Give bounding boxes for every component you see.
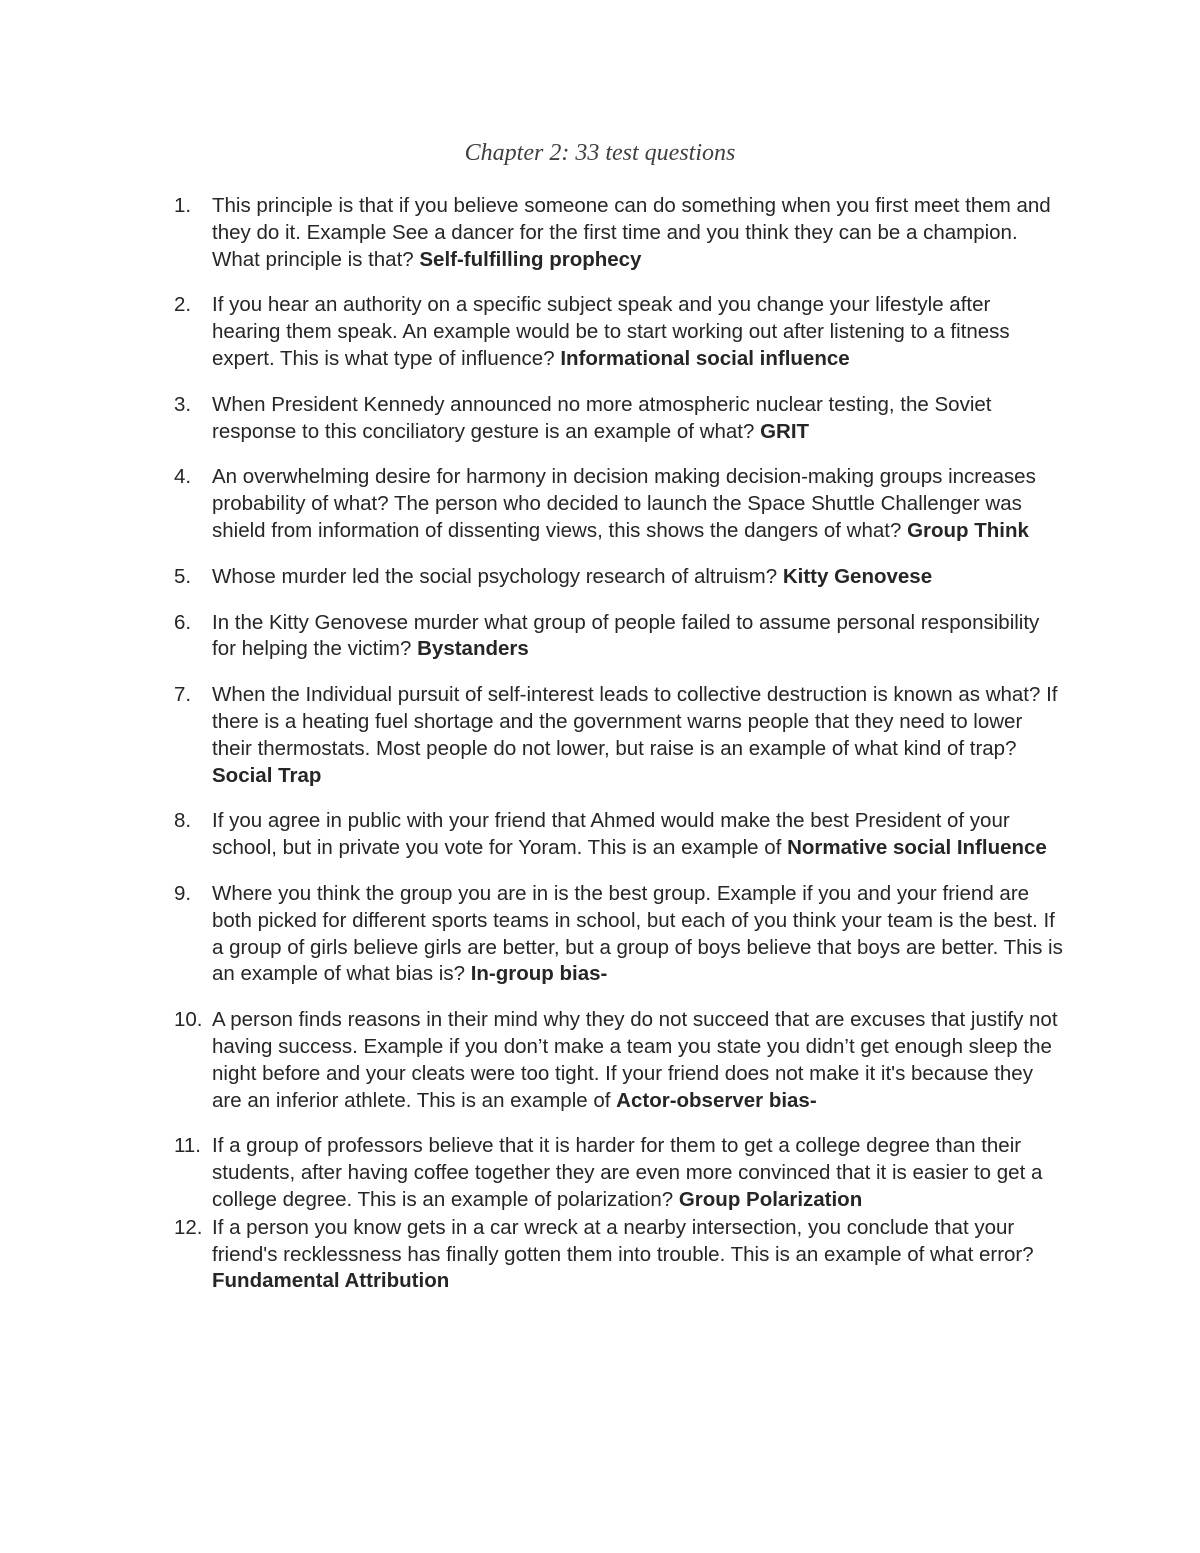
question-answer: In-group bias- (470, 962, 608, 986)
question-item (174, 292, 1064, 372)
document-title: Chapter 2: 33 test questions (464, 140, 736, 166)
question-number: 6. (174, 610, 192, 634)
question-text: Whose murder led the social psychology research of altruism? (212, 564, 783, 588)
question-number: 5. (174, 564, 192, 588)
question-number: 10. (174, 1008, 203, 1032)
question-answer: Kitty Genovese (782, 564, 933, 588)
question-number: 1. (174, 194, 192, 217)
question-text: If you agree in public with your friend that Ahmed would make the best President of your school, but in private you vote for Yoram. This is an example of (212, 809, 1010, 860)
question-text: If you hear an authority on a specific subject speak and you change your lifestyle after hearing them speak. An example would be to start working out after listening to a fitness expert. This is what type of influence? (212, 293, 1010, 370)
question-item (174, 610, 1064, 664)
question-number: 7. (174, 683, 192, 707)
question-number: 2. (174, 293, 192, 317)
question-item (174, 1215, 1064, 1295)
question-text: If a group of professors believe that it is harder for them to get a college degree than their students, after having coffee together they are even more convinced that it is easier to get a college degree. This is an example of polarization? (212, 1134, 1043, 1211)
question-item (174, 1133, 1064, 1213)
question-answer: Bystanders (417, 637, 529, 661)
question-item (174, 464, 1064, 544)
question-answer: Actor-observer bias- (616, 1088, 817, 1112)
question-item (174, 564, 1064, 591)
question-text: When President Kennedy announced no more atmospheric nuclear testing, the Soviet response to this conciliatory gesture is an example of what? (212, 392, 992, 443)
question-text: When the Individual pursuit of self-interest leads to collective destruction is known as what? If there is a heating fuel shortage and the government warns people that they need to lower their thermostats. Most people do not lower, but raise is an example of what kind of trap? (212, 683, 1058, 760)
question-item (174, 193, 1064, 273)
question-number: 11. (174, 1134, 201, 1158)
question-number: 3. (174, 392, 192, 416)
question-answer: Fundamental Attribution (212, 1269, 450, 1293)
question-item (174, 682, 1064, 789)
question-answer: Normative social Influence (787, 836, 1047, 860)
question-text: This principle is that if you believe someone can do something when you first meet them and they do it. Example See a dancer for the first time and you think they can be a champion. What principle is that? (212, 194, 1051, 271)
question-answer: Group Polarization (678, 1187, 863, 1211)
question-number: 4. (174, 465, 192, 489)
question-text: In the Kitty Genovese murder what group of people failed to assume personal responsibility for helping the victim? (212, 610, 1040, 661)
question-answer: GRIT (760, 419, 810, 443)
question-text: If a person you know gets in a car wreck at a nearby intersection, you conclude that your friend's recklessness has finally gotten them into trouble. This is an example of what error? (212, 1215, 1034, 1266)
question-number: 8. (174, 809, 192, 833)
question-item (174, 808, 1064, 862)
question-item (174, 392, 1064, 446)
question-answer: Self-fulfilling prophecy (419, 247, 642, 271)
question-list (174, 193, 1064, 1314)
question-text: Where you think the group you are in is the best group. Example if you and your friend are both picked for different sports teams in school, but each of you think your team is the best. If a group of girls believe girls are better, but a group of boys believe that boys are better. This is an example of what bias is? (212, 881, 1063, 986)
question-text: A person finds reasons in their mind why they do not succeed that are excuses that justify not having success. Example if you don’t make a team you state you didn’t get enough sleep the night before and your cleats were too tight. If your friend does not make it it's because they are an inferior athlete. This is an example of (212, 1008, 1058, 1112)
question-answer: Informational social influence (560, 346, 850, 370)
question-answer: Group Think (907, 518, 1029, 542)
question-answer: Social Trap (212, 763, 322, 787)
question-item (174, 1007, 1064, 1114)
question-number: 9. (174, 881, 192, 905)
question-item (174, 881, 1064, 988)
question-text: An overwhelming desire for harmony in decision making decision-making groups increases probability of what? The person who decided to launch the Space Shuttle Challenger was shield from information of dissenting views, this shows the dangers of what? (212, 465, 1036, 542)
question-number: 12. (174, 1215, 203, 1239)
